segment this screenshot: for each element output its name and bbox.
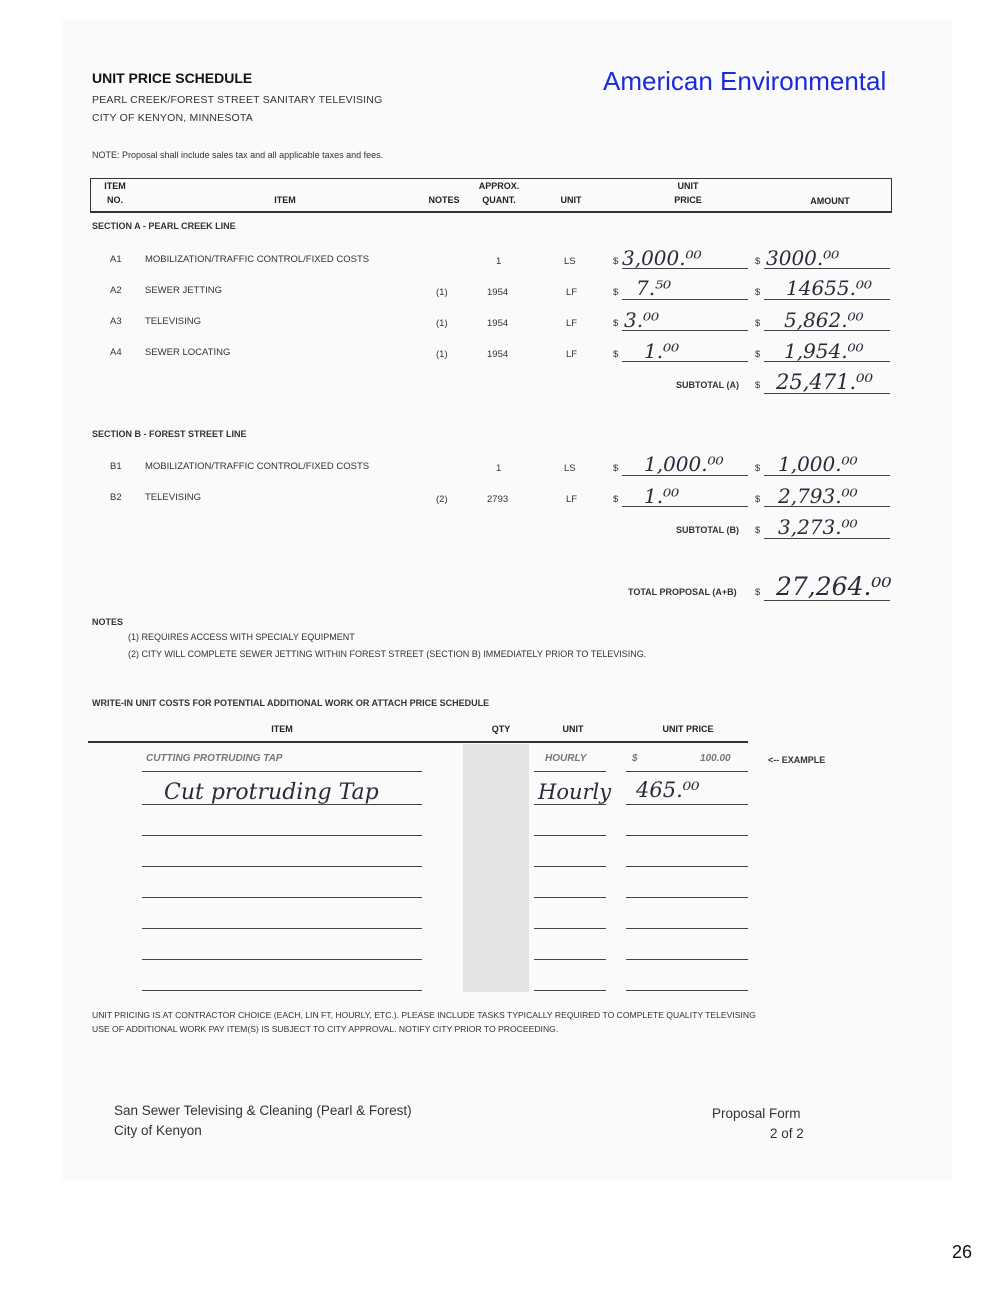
row-a2-no: A2 xyxy=(110,285,122,296)
writein-entry-item: Cut protruding Tap xyxy=(164,780,379,805)
row-b1-unit: LS xyxy=(564,463,576,474)
header-unit: UNIT xyxy=(560,195,582,205)
total-value: 27,264.⁰⁰ xyxy=(776,572,892,601)
footer-form-name: Proposal Form xyxy=(712,1106,801,1121)
row-b2-price: 1.⁰⁰ xyxy=(644,484,680,508)
writein-col-unit: UNIT xyxy=(562,724,584,734)
note-2: (2) CITY WILL COMPLETE SEWER JETTING WITHIN FOREST STREET (SECTION B) IMMEDIATELY PRIOR TO TELEVISING. xyxy=(128,649,647,659)
row-a3-dollar-2: $ xyxy=(755,318,761,329)
tax-note: NOTE: Proposal shall include sales tax and all applicable taxes and fees. xyxy=(92,150,384,160)
footer-project: San Sewer Televising & Cleaning (Pearl & Forest) xyxy=(114,1103,412,1118)
row-a3-price: 3.⁰⁰ xyxy=(624,308,660,332)
row-b1-price: 1,000.⁰⁰ xyxy=(644,452,724,476)
row-a2-dollar-2: $ xyxy=(755,287,761,298)
section-a-title: SECTION A - PEARL CREEK LINE xyxy=(92,221,236,231)
header-item-no-2: NO. xyxy=(106,195,123,205)
row-b2-dollar: $ xyxy=(613,494,619,505)
row-b1-no: B1 xyxy=(110,461,122,472)
row-a4-item: SEWER LOCATING xyxy=(145,347,231,358)
row-a3-qty: 1954 xyxy=(487,318,509,329)
header-notes: NOTES xyxy=(428,195,460,205)
row-a1-no: A1 xyxy=(110,254,122,265)
row-b2-no: B2 xyxy=(110,492,122,503)
row-a3-unit: LF xyxy=(566,318,578,329)
writein-title: WRITE-IN UNIT COSTS FOR POTENTIAL ADDITIONAL WORK OR ATTACH PRICE SCHEDULE xyxy=(92,698,490,708)
page-number: 26 xyxy=(952,1242,973,1262)
row-a2-qty: 1954 xyxy=(487,287,509,298)
row-b2-unit: LF xyxy=(566,494,578,505)
header-amount: AMOUNT xyxy=(810,196,850,206)
row-a2-unit: LF xyxy=(566,287,578,298)
row-a2-price: 7.⁵⁰ xyxy=(636,276,672,300)
total-label: TOTAL PROPOSAL (A+B) xyxy=(628,587,737,597)
header-price-1: UNIT xyxy=(677,181,699,191)
row-a4-dollar: $ xyxy=(613,349,619,360)
total-dollar: $ xyxy=(755,587,761,598)
row-b2-dollar-2: $ xyxy=(755,494,761,505)
row-a1-item: MOBILIZATION/TRAFFIC CONTROL/FIXED COSTS xyxy=(145,254,370,265)
row-a3-no: A3 xyxy=(110,316,122,327)
project-name: PEARL CREEK/FOREST STREET SANITARY TELEVISING xyxy=(92,94,383,106)
disclaimer-line-1: UNIT PRICING IS AT CONTRACTOR CHOICE (EACH, LIN FT, HOURLY, ETC.). PLEASE INCLUDE TASKS TYPICALLY REQUIRED TO COMPLETE QUALITY TELEVISING xyxy=(92,1010,756,1020)
qty-column-shading xyxy=(463,744,529,992)
section-b-title: SECTION B - FOREST STREET LINE xyxy=(92,429,247,439)
example-price: 100.00 xyxy=(700,753,731,764)
writein-entry-unit: Hourly xyxy=(538,780,612,804)
row-a1-unit: LS xyxy=(564,256,576,267)
header-quant-2: QUANT. xyxy=(482,195,516,205)
row-a1-dollar-2: $ xyxy=(755,256,761,267)
form-title: UNIT PRICE SCHEDULE xyxy=(92,70,253,86)
header-quant-1: APPROX. xyxy=(478,181,520,191)
header-item-no-1: ITEM xyxy=(104,181,126,191)
footer-city: City of Kenyon xyxy=(114,1123,202,1138)
row-b1-item: MOBILIZATION/TRAFFIC CONTROL/FIXED COSTS xyxy=(145,461,370,472)
subtotal-a-label: SUBTOTAL (A) xyxy=(676,380,739,390)
row-b1-dollar-2: $ xyxy=(755,463,761,474)
row-b1-amount: 1,000.⁰⁰ xyxy=(778,452,858,476)
example-dollar: $ xyxy=(632,753,638,764)
row-a3-item: TELEVISING xyxy=(145,316,201,327)
subtotal-b-dollar: $ xyxy=(755,525,761,536)
example-item: CUTTING PROTRUDING TAP xyxy=(146,753,283,764)
subtotal-b-label: SUBTOTAL (B) xyxy=(676,525,739,535)
row-a1-dollar: $ xyxy=(613,256,619,267)
row-b2-item: TELEVISING xyxy=(145,492,201,503)
company-name: American Environmental xyxy=(603,66,887,96)
writein-col-item: ITEM xyxy=(271,724,293,734)
row-a4-unit: LF xyxy=(566,349,578,360)
row-a4-dollar-2: $ xyxy=(755,349,761,360)
note-1: (1) REQUIRES ACCESS WITH SPECIALY EQUIPMENT xyxy=(128,632,355,642)
row-a2-item: SEWER JETTING xyxy=(145,285,223,296)
writein-col-qty: QTY xyxy=(491,724,511,734)
row-a3-amount: 5,862.⁰⁰ xyxy=(784,308,864,332)
row-b2-notes: (2) xyxy=(436,494,448,505)
row-a1-amount: 3000.⁰⁰ xyxy=(766,246,840,270)
row-a4-no: A4 xyxy=(110,347,122,358)
city-name: CITY OF KENYON, MINNESOTA xyxy=(92,112,253,124)
subtotal-a-dollar: $ xyxy=(755,380,761,391)
footer-page-of: 2 of 2 xyxy=(770,1126,804,1141)
example-unit: HOURLY xyxy=(545,753,587,764)
row-a3-notes: (1) xyxy=(436,318,448,329)
row-a2-dollar: $ xyxy=(613,287,619,298)
row-b1-dollar: $ xyxy=(613,463,619,474)
header-price-2: PRICE xyxy=(674,195,702,205)
row-a4-qty: 1954 xyxy=(487,349,509,360)
row-a1-price: 3,000.⁰⁰ xyxy=(622,246,702,270)
row-a2-notes: (1) xyxy=(436,287,448,298)
row-a3-dollar: $ xyxy=(613,318,619,329)
row-b2-qty: 2793 xyxy=(487,494,509,505)
example-tag: <-- EXAMPLE xyxy=(768,755,826,765)
row-a2-amount: 14655.⁰⁰ xyxy=(786,276,873,300)
row-b1-qty: 1 xyxy=(496,463,502,474)
row-a1-qty: 1 xyxy=(496,256,502,267)
subtotal-a-value: 25,471.⁰⁰ xyxy=(776,370,873,394)
row-a4-notes: (1) xyxy=(436,349,448,360)
subtotal-b-value: 3,273.⁰⁰ xyxy=(778,515,858,539)
writein-col-price: UNIT PRICE xyxy=(662,724,714,734)
row-b2-amount: 2,793.⁰⁰ xyxy=(778,484,858,508)
row-a4-amount: 1,954.⁰⁰ xyxy=(784,339,864,363)
row-a4-price: 1.⁰⁰ xyxy=(644,339,680,363)
notes-title: NOTES xyxy=(92,617,124,627)
disclaimer-line-2: USE OF ADDITIONAL WORK PAY ITEM(S) IS SUBJECT TO CITY APPROVAL. NOTIFY CITY PRIOR TO PROCEEDING. xyxy=(92,1024,559,1034)
writein-entry-price: 465.⁰⁰ xyxy=(636,778,700,802)
header-item: ITEM xyxy=(274,195,296,205)
